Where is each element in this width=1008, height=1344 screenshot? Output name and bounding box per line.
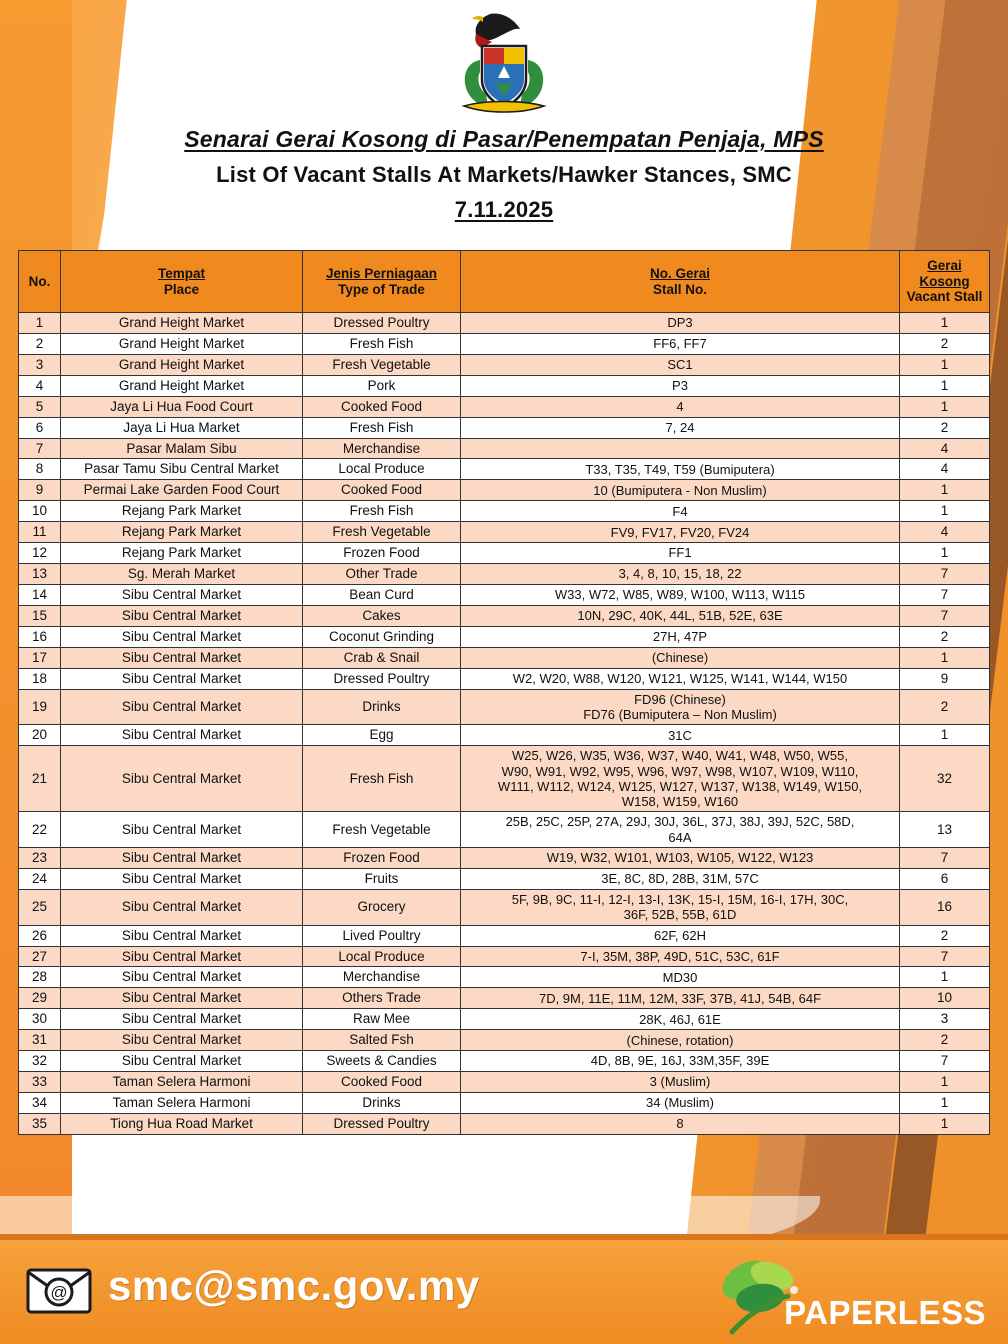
cell-no: 31 (19, 1030, 61, 1051)
table-row (19, 605, 990, 626)
table-row (19, 869, 990, 890)
cell-vacant: 7 (900, 848, 990, 869)
column-header-stall-malay: No. Gerai (649, 265, 711, 281)
cell-no: 35 (19, 1113, 61, 1134)
cell-trade: Fresh Fish (303, 417, 461, 438)
cell-place: Taman Selera Harmoni (61, 1093, 303, 1114)
cell-trade: Frozen Food (303, 848, 461, 869)
cell-trade: Fresh Fish (303, 501, 461, 522)
cell-vacant: 2 (900, 333, 990, 354)
table-row (19, 396, 990, 417)
cell-place: Sibu Central Market (61, 626, 303, 647)
cell-place: Taman Selera Harmoni (61, 1072, 303, 1093)
cell-vacant: 13 (900, 812, 990, 848)
cell-vacant: 1 (900, 725, 990, 746)
table-row (19, 925, 990, 946)
cell-no: 33 (19, 1072, 61, 1093)
cell-vacant: 7 (900, 564, 990, 585)
cell-trade: Merchandise (303, 967, 461, 988)
cell-stall: 3 (Muslim) (461, 1072, 900, 1093)
table-row (19, 522, 990, 543)
cell-vacant: 7 (900, 946, 990, 967)
cell-stall (461, 438, 900, 459)
cell-no: 11 (19, 522, 61, 543)
cell-trade: Others Trade (303, 988, 461, 1009)
column-header-place (61, 251, 303, 313)
page-title-malay (0, 126, 1008, 153)
cell-trade: Crab & Snail (303, 647, 461, 668)
table-body (19, 313, 990, 1135)
table-row (19, 480, 990, 501)
cell-trade: Pork (303, 375, 461, 396)
column-header-place-malay: Tempat (157, 265, 205, 281)
svg-text:@: @ (50, 1283, 68, 1302)
crest-container (0, 8, 1008, 120)
cell-place: Sibu Central Market (61, 647, 303, 668)
cell-place: Sibu Central Market (61, 812, 303, 848)
cell-trade: Bean Curd (303, 584, 461, 605)
cell-trade: Fresh Vegetable (303, 812, 461, 848)
table-row (19, 889, 990, 925)
cell-place: Sibu Central Market (61, 1051, 303, 1072)
cell-place: Tiong Hua Road Market (61, 1113, 303, 1134)
cell-no: 12 (19, 543, 61, 564)
cell-trade: Fresh Vegetable (303, 522, 461, 543)
cell-stall: 4 (461, 396, 900, 417)
vacant-stalls-table-container (18, 250, 990, 1135)
cell-stall: T33, T35, T49, T59 (Bumiputera) (461, 459, 900, 480)
table-row (19, 746, 990, 812)
column-header-no (19, 251, 61, 313)
table-row (19, 501, 990, 522)
vacant-stalls-table (18, 250, 990, 1135)
cell-stall: 7, 24 (461, 417, 900, 438)
column-header-no-label: No. (28, 273, 51, 289)
cell-no: 18 (19, 668, 61, 689)
cell-trade: Cakes (303, 605, 461, 626)
cell-stall: FF1 (461, 543, 900, 564)
table-row (19, 1093, 990, 1114)
cell-trade: Fresh Fish (303, 746, 461, 812)
cell-vacant: 1 (900, 1093, 990, 1114)
cell-vacant: 3 (900, 1009, 990, 1030)
table-row (19, 689, 990, 725)
table-row (19, 725, 990, 746)
cell-no: 8 (19, 459, 61, 480)
page-title-english (0, 162, 1008, 188)
cell-vacant: 1 (900, 501, 990, 522)
cell-vacant: 2 (900, 626, 990, 647)
cell-trade: Fresh Fish (303, 333, 461, 354)
cell-no: 14 (19, 584, 61, 605)
cell-trade: Drinks (303, 1093, 461, 1114)
column-header-stall (461, 251, 900, 313)
cell-vacant: 2 (900, 689, 990, 725)
cell-place: Rejang Park Market (61, 522, 303, 543)
column-header-stall-english: Stall No. (652, 281, 707, 297)
cell-trade: Grocery (303, 889, 461, 925)
table-row (19, 668, 990, 689)
table-row (19, 543, 990, 564)
cell-trade: Local Produce (303, 946, 461, 967)
cell-place: Sibu Central Market (61, 967, 303, 988)
cell-vacant: 7 (900, 1051, 990, 1072)
table-row (19, 1051, 990, 1072)
cell-place: Pasar Tamu Sibu Central Market (61, 459, 303, 480)
table-row (19, 1030, 990, 1051)
column-header-place-english: Place (163, 281, 200, 297)
cell-vacant: 1 (900, 1072, 990, 1093)
table-row (19, 459, 990, 480)
cell-place: Grand Height Market (61, 333, 303, 354)
cell-place: Sg. Merah Market (61, 564, 303, 585)
cell-place: Jaya Li Hua Food Court (61, 396, 303, 417)
cell-stall: 31C (461, 725, 900, 746)
table-row (19, 848, 990, 869)
cell-vacant: 1 (900, 1113, 990, 1134)
cell-stall: 10 (Bumiputera - Non Muslim) (461, 480, 900, 501)
page-title-malay-text: Senarai Gerai Kosong di Pasar/Penempatan Penjaja, MPS (184, 126, 824, 152)
cell-no: 24 (19, 869, 61, 890)
column-header-vacant-english: Vacant Stall (906, 289, 983, 305)
cell-stall: 28K, 46J, 61E (461, 1009, 900, 1030)
cell-stall: 34 (Muslim) (461, 1093, 900, 1114)
cell-place: Sibu Central Market (61, 689, 303, 725)
cell-stall: F4 (461, 501, 900, 522)
cell-no: 27 (19, 946, 61, 967)
cell-no: 22 (19, 812, 61, 848)
cell-place: Rejang Park Market (61, 501, 303, 522)
cell-trade: Dressed Poultry (303, 668, 461, 689)
cell-stall: FD96 (Chinese) FD76 (Bumiputera – Non Muslim) (461, 689, 900, 725)
cell-vacant: 4 (900, 459, 990, 480)
cell-stall: W19, W32, W101, W103, W105, W122, W123 (461, 848, 900, 869)
cell-no: 13 (19, 564, 61, 585)
cell-vacant: 32 (900, 746, 990, 812)
cell-place: Sibu Central Market (61, 668, 303, 689)
cell-vacant: 1 (900, 313, 990, 334)
cell-trade: Coconut Grinding (303, 626, 461, 647)
table-row (19, 417, 990, 438)
cell-place: Sibu Central Market (61, 725, 303, 746)
cell-stall: 25B, 25C, 25P, 27A, 29J, 30J, 36L, 37J, 38J, 39J, 52C, 58D, 64A (461, 812, 900, 848)
cell-vacant: 4 (900, 438, 990, 459)
cell-no: 4 (19, 375, 61, 396)
cell-trade: Lived Poultry (303, 925, 461, 946)
page-title-english-text: List Of Vacant Stalls At Markets/Hawker Stances, SMC (216, 162, 792, 187)
table-row (19, 946, 990, 967)
cell-place: Jaya Li Hua Market (61, 417, 303, 438)
cell-stall: W25, W26, W35, W36, W37, W40, W41, W48, W50, W55, W90, W91, W92, W95, W96, W97, W98, W107, W109, W110, W111, W112, W124, W125, W127, W137, W138, W149, W150, W158, W159, W160 (461, 746, 900, 812)
cell-no: 19 (19, 689, 61, 725)
cell-place: Grand Height Market (61, 354, 303, 375)
cell-stall: 5F, 9B, 9C, 11-I, 12-I, 13-I, 13K, 15-I, 15M, 16-I, 17H, 30C, 36F, 52B, 55B, 61D (461, 889, 900, 925)
cell-stall: 8 (461, 1113, 900, 1134)
cell-trade: Raw Mee (303, 1009, 461, 1030)
table-row (19, 1009, 990, 1030)
table-row (19, 438, 990, 459)
coat-of-arms-icon (450, 8, 558, 120)
cell-trade: Cooked Food (303, 480, 461, 501)
column-header-trade-english: Type of Trade (338, 281, 425, 297)
cell-no: 5 (19, 396, 61, 417)
cell-vacant: 7 (900, 584, 990, 605)
cell-place: Sibu Central Market (61, 584, 303, 605)
cell-no: 32 (19, 1051, 61, 1072)
cell-vacant: 16 (900, 889, 990, 925)
cell-no: 30 (19, 1009, 61, 1030)
table-header-row (19, 251, 990, 313)
cell-no: 29 (19, 988, 61, 1009)
document-title-block (0, 126, 1008, 232)
cell-trade: Sweets & Candies (303, 1051, 461, 1072)
table-header (19, 251, 990, 313)
cell-vacant: 9 (900, 668, 990, 689)
cell-vacant: 1 (900, 967, 990, 988)
table-row (19, 988, 990, 1009)
cell-trade: Salted Fsh (303, 1030, 461, 1051)
cell-vacant: 1 (900, 375, 990, 396)
cell-trade: Frozen Food (303, 543, 461, 564)
cell-vacant: 1 (900, 480, 990, 501)
cell-no: 17 (19, 647, 61, 668)
cell-vacant: 1 (900, 543, 990, 564)
cell-trade: Egg (303, 725, 461, 746)
cell-trade: Merchandise (303, 438, 461, 459)
cell-place: Sibu Central Market (61, 946, 303, 967)
cell-stall: 4D, 8B, 9E, 16J, 33M,35F, 39E (461, 1051, 900, 1072)
cell-vacant: 10 (900, 988, 990, 1009)
cell-place: Permai Lake Garden Food Court (61, 480, 303, 501)
cell-stall: P3 (461, 375, 900, 396)
cell-vacant: 4 (900, 522, 990, 543)
table-row (19, 333, 990, 354)
cell-trade: Fresh Vegetable (303, 354, 461, 375)
paperless-brand: PAPERLESS (784, 1294, 986, 1331)
cell-vacant: 1 (900, 354, 990, 375)
table-row (19, 1113, 990, 1134)
cell-vacant: 1 (900, 396, 990, 417)
table-row (19, 354, 990, 375)
document-date (0, 197, 1008, 223)
cell-place: Sibu Central Market (61, 1009, 303, 1030)
column-header-trade-malay: Jenis Perniagaan (325, 265, 438, 281)
cell-stall: 27H, 47P (461, 626, 900, 647)
column-header-vacant (900, 251, 990, 313)
table-row (19, 584, 990, 605)
table-row (19, 812, 990, 848)
table-row (19, 375, 990, 396)
cell-vacant: 2 (900, 1030, 990, 1051)
column-header-vacant-malay: Gerai Kosong (919, 257, 970, 289)
table-row (19, 967, 990, 988)
cell-no: 20 (19, 725, 61, 746)
cell-place: Sibu Central Market (61, 889, 303, 925)
column-header-trade (303, 251, 461, 313)
cell-no: 16 (19, 626, 61, 647)
document-date-text: 7.11.2025 (454, 197, 554, 222)
table-row (19, 1072, 990, 1093)
table-row (19, 564, 990, 585)
cell-place: Sibu Central Market (61, 605, 303, 626)
cell-no: 25 (19, 889, 61, 925)
cell-place: Grand Height Market (61, 375, 303, 396)
cell-no: 1 (19, 313, 61, 334)
cell-place: Sibu Central Market (61, 848, 303, 869)
cell-stall: MD30 (461, 967, 900, 988)
cell-no: 28 (19, 967, 61, 988)
cell-trade: Dressed Poultry (303, 1113, 461, 1134)
cell-vacant: 1 (900, 647, 990, 668)
cell-vacant: 7 (900, 605, 990, 626)
cell-stall: 3, 4, 8, 10, 15, 18, 22 (461, 564, 900, 585)
cell-trade: Fruits (303, 869, 461, 890)
cell-no: 26 (19, 925, 61, 946)
cell-trade: Cooked Food (303, 396, 461, 417)
cell-place: Grand Height Market (61, 313, 303, 334)
cell-stall: (Chinese, rotation) (461, 1030, 900, 1051)
cell-place: Pasar Malam Sibu (61, 438, 303, 459)
cell-no: 10 (19, 501, 61, 522)
cell-no: 15 (19, 605, 61, 626)
cell-place: Sibu Central Market (61, 988, 303, 1009)
cell-trade: Other Trade (303, 564, 461, 585)
cell-stall: FV9, FV17, FV20, FV24 (461, 522, 900, 543)
cell-stall: 62F, 62H (461, 925, 900, 946)
cell-stall: SC1 (461, 354, 900, 375)
cell-stall: W2, W20, W88, W120, W121, W125, W141, W144, W150 (461, 668, 900, 689)
table-row (19, 647, 990, 668)
cell-trade: Local Produce (303, 459, 461, 480)
cell-stall: 10N, 29C, 40K, 44L, 51B, 52E, 63E (461, 605, 900, 626)
table-row (19, 626, 990, 647)
cell-stall: (Chinese) (461, 647, 900, 668)
cell-stall: DP3 (461, 313, 900, 334)
cell-no: 2 (19, 333, 61, 354)
cell-trade: Drinks (303, 689, 461, 725)
table-row (19, 313, 990, 334)
cell-no: 7 (19, 438, 61, 459)
cell-place: Sibu Central Market (61, 746, 303, 812)
cell-no: 23 (19, 848, 61, 869)
cell-vacant: 2 (900, 925, 990, 946)
cell-stall: FF6, FF7 (461, 333, 900, 354)
cell-place: Rejang Park Market (61, 543, 303, 564)
cell-place: Sibu Central Market (61, 869, 303, 890)
cell-no: 3 (19, 354, 61, 375)
cell-no: 34 (19, 1093, 61, 1114)
contact-email[interactable]: smc@smc.gov.my (108, 1262, 480, 1309)
cell-vacant: 2 (900, 417, 990, 438)
cell-stall: 7-I, 35M, 38P, 49D, 51C, 53C, 61F (461, 946, 900, 967)
cell-stall: 3E, 8C, 8D, 28B, 31M, 57C (461, 869, 900, 890)
cell-stall: 7D, 9M, 11E, 11M, 12M, 33F, 37B, 41J, 54B, 64F (461, 988, 900, 1009)
cell-vacant: 6 (900, 869, 990, 890)
cell-no: 9 (19, 480, 61, 501)
cell-trade: Cooked Food (303, 1072, 461, 1093)
cell-no: 6 (19, 417, 61, 438)
cell-stall: W33, W72, W85, W89, W100, W113, W115 (461, 584, 900, 605)
footer (0, 1240, 1008, 1344)
cell-place: Sibu Central Market (61, 1030, 303, 1051)
cell-no: 21 (19, 746, 61, 812)
envelope-at-icon (26, 1266, 92, 1314)
cell-trade: Dressed Poultry (303, 313, 461, 334)
cell-place: Sibu Central Market (61, 925, 303, 946)
